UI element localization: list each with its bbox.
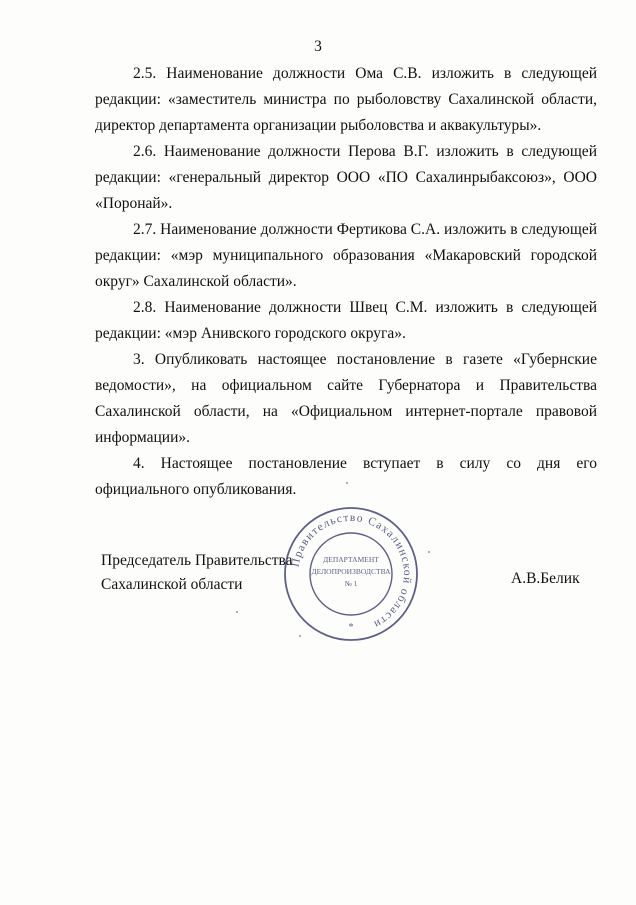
seal-center-line2: ДЕЛОПРОИЗВОДСТВА — [311, 567, 391, 576]
page-number: 3 — [314, 38, 322, 55]
signatory-title — [101, 549, 293, 597]
paragraph-4: 4. Настоящее постановление вступает в силу со дня его официального опубликования. — [95, 455, 597, 498]
paragraph-2-6: 2.6. Наименование должности Перова В.Г. изложить в следующей редакции: «генеральный директор ООО «ПО Сахалинрыбаксоюз», ООО «Поронай». — [95, 143, 597, 212]
scan-speck — [346, 482, 348, 484]
seal-ring-text: Правительство Сахалинской области — [289, 511, 414, 631]
signatory-name: А.В.Белик — [511, 570, 580, 587]
signatory-title-line1: Председатель Правительства — [101, 552, 293, 569]
paragraph-2-8: 2.8. Наименование должности Швец С.М. изложить в следующей редакции: «мэр Анивского городского округа». — [95, 299, 597, 342]
paragraph-2-5: 2.5. Наименование должности Ома С.В. изложить в следующей редакции: «заместитель министра по рыболовству Сахалинской области, директор департамента организации рыболовства и аквакультуры». — [95, 65, 597, 134]
seal-center-line1: ДЕПАРТАМЕНТ — [323, 555, 379, 564]
seal-star-icon: * — [348, 622, 354, 633]
official-seal-stamp — [281, 504, 421, 644]
scan-speck — [299, 635, 301, 637]
seal-center-line3: № 1 — [344, 579, 358, 588]
scan-speck — [236, 611, 238, 613]
signatory-title-line2: Сахалинской области — [101, 576, 243, 593]
paragraph-3: 3. Опубликовать настоящее постановление в газете «Губернские ведомости», на официальном сайте Губернатора и Правительства Сахалинской области, на «Официальном интернет-портале правовой информации». — [95, 351, 597, 446]
scan-speck — [428, 551, 430, 553]
paragraph-2-7: 2.7. Наименование должности Фертикова С.А. изложить в следующей редакции: «мэр муниципального образования «Макаровский городской округ» Сахалинской области». — [95, 221, 598, 290]
